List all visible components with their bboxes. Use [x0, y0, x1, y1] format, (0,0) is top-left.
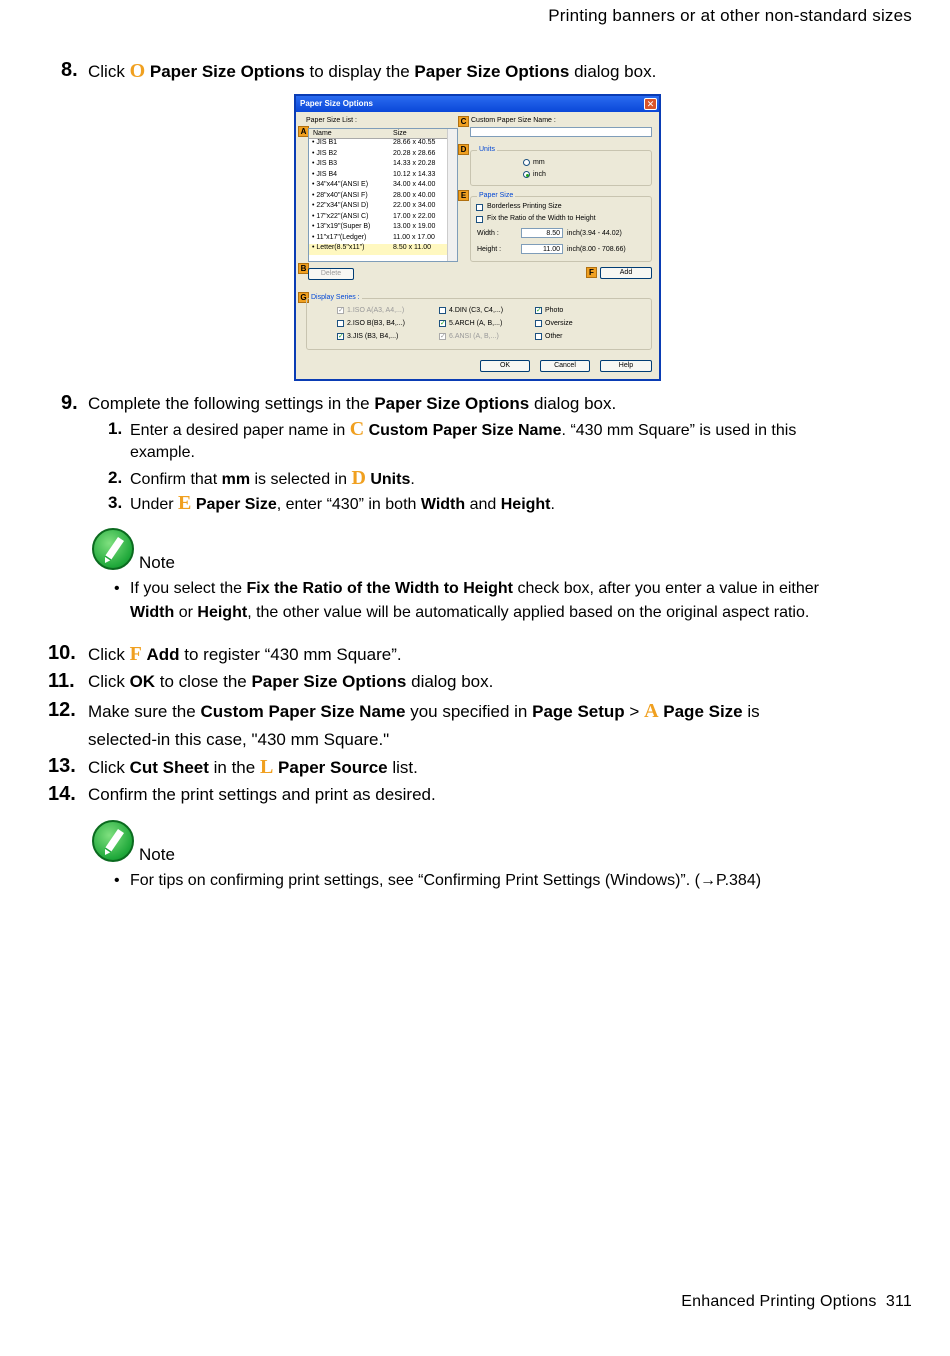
series-photo-checkbox[interactable]: ✓ — [536, 307, 542, 314]
text: is selected in — [250, 471, 352, 488]
paper-dimensions: 11.00 x 17.00 — [393, 233, 435, 241]
bold-term: Paper Size — [195, 496, 277, 513]
list-item[interactable] — [309, 171, 457, 182]
bold-term: Width — [420, 496, 466, 513]
step-9-2 — [108, 467, 415, 491]
page-number: 311 — [885, 1293, 912, 1310]
list-item[interactable] — [309, 192, 457, 203]
footer-section: Enhanced Printing Options — [681, 1293, 877, 1310]
list-item[interactable] — [309, 223, 457, 234]
bold-term: Units — [370, 471, 411, 488]
paper-name: • 13"x19"(Super B) — [312, 223, 371, 230]
text: Enter a desired paper name in — [130, 422, 350, 439]
bold-term: Page Setup — [532, 702, 625, 721]
text: and — [465, 496, 501, 513]
bold-term: Cut Sheet — [129, 758, 209, 777]
badge-e: E — [458, 190, 469, 201]
paper-size-list-label: Paper Size List : — [306, 117, 357, 124]
paper-name: • JIS B4 — [312, 170, 338, 178]
bold-term: Paper Size Options — [374, 394, 530, 413]
paper-dimensions: 10.12 x 14.33 — [393, 170, 436, 178]
series-photo-label: Photo — [545, 307, 564, 314]
marker-d: D — [351, 467, 366, 489]
text: . — [410, 471, 415, 488]
display-series-group — [306, 294, 652, 350]
series-arch-checkbox[interactable]: ✓ — [440, 320, 446, 327]
bold-term: Page Size — [663, 702, 743, 721]
badge-b: B — [298, 263, 309, 274]
units-group — [470, 146, 652, 186]
text: check box, after you enter a value in either — [513, 580, 819, 597]
paper-size-group — [470, 192, 652, 262]
list-item[interactable] — [309, 139, 457, 150]
paper-name: • 11"x17"(Ledger) — [312, 233, 367, 241]
bold-term: Height — [197, 604, 248, 621]
series-ansi-checkbox[interactable]: ✓ — [440, 333, 446, 340]
paper-dimensions: 14.33 x 20.28 — [393, 160, 436, 167]
fix-ratio-checkbox[interactable] — [476, 216, 483, 223]
text: to close the — [155, 672, 252, 691]
series-iso-a-label: 1.ISO A(A3, A4,...) — [347, 307, 405, 314]
custom-name-label: Custom Paper Size Name : — [471, 117, 556, 124]
bold-term: mm — [221, 471, 251, 488]
series-jis-label: 3.JIS (B3, B4,...) — [347, 333, 399, 340]
badge-f: F — [586, 267, 597, 278]
unit-mm-label: mm — [533, 159, 545, 166]
text: or — [174, 604, 198, 621]
text: list. — [387, 758, 418, 777]
unit-mm-radio[interactable] — [523, 159, 530, 166]
text: Click — [88, 672, 130, 691]
paper-name: • JIS B3 — [312, 160, 338, 167]
text: in the — [208, 758, 260, 777]
close-icon[interactable]: ✕ — [644, 98, 657, 110]
paper-dimensions: 20.28 x 28.66 — [393, 149, 436, 157]
help-button[interactable]: Help — [600, 360, 652, 372]
bold-term: Height — [500, 496, 551, 513]
add-button[interactable]: Add — [600, 267, 652, 279]
badge-c: C — [458, 116, 469, 127]
step-9-1 — [108, 418, 797, 464]
display-series-label: Display Series : — [311, 294, 360, 301]
note-label: Note — [139, 553, 175, 572]
unit-inch-label: inch — [533, 171, 546, 178]
step-number: 8. — [61, 59, 78, 81]
substep-number: 2. — [108, 468, 123, 487]
step-number: 11. — [48, 670, 75, 692]
list-scrollbar[interactable] — [447, 129, 457, 261]
fix-ratio-label: Fix the Ratio of the Width to Height — [487, 215, 596, 222]
series-din-label: 4.DIN (C3, C4,...) — [449, 307, 504, 314]
borderless-label: Borderless Printing Size — [487, 203, 562, 210]
width-input[interactable]: 8.50 — [521, 228, 563, 238]
paper-dimensions: 28.66 x 40.55 — [393, 139, 436, 146]
badge-a: A — [298, 126, 309, 137]
paper-name: • 22"x34"(ANSI D) — [312, 202, 369, 209]
paper-name: • 28"x40"(ANSI F) — [312, 191, 368, 199]
step-number: 13. — [48, 755, 76, 777]
badge-g: G — [298, 292, 309, 303]
bold-term: Custom Paper Size Name — [200, 702, 406, 721]
unit-inch-radio[interactable] — [523, 171, 530, 178]
column-size: Size — [393, 130, 407, 137]
paper-dimensions: 8.50 x 11.00 — [393, 244, 432, 251]
note-pencil-icon — [92, 820, 134, 862]
bold-term: OK — [129, 672, 156, 691]
step-number: 14. — [48, 783, 76, 805]
text: dialog box. — [569, 62, 657, 81]
series-other-label: Other — [545, 333, 563, 340]
paper-name: • Letter(8.5"x11") — [312, 244, 365, 251]
list-item[interactable] — [309, 150, 457, 161]
paper-size-rows — [309, 139, 457, 255]
bold-term: Add — [146, 645, 180, 664]
bold-term: Paper Size Options — [149, 62, 305, 81]
bold-term: Fix the Ratio of the Width to Height — [246, 580, 514, 597]
series-jis-checkbox[interactable]: ✓ — [338, 333, 344, 340]
paper-name: • JIS B1 — [312, 139, 338, 146]
paper-size-label: Paper Size — [479, 192, 514, 199]
paper-dimensions: 34.00 x 44.00 — [393, 181, 436, 188]
text: , enter “430” in both — [276, 496, 421, 513]
text: If you select the — [130, 580, 247, 597]
text: you specified in — [405, 702, 533, 721]
height-range: inch(8.00 - 708.66) — [567, 246, 626, 253]
text: to display the — [304, 62, 415, 81]
marker-e: E — [178, 492, 192, 514]
step-number: 9. — [61, 392, 78, 414]
height-label: Height : — [477, 246, 502, 253]
step-number: 12. — [48, 699, 76, 721]
paper-size-list[interactable] — [308, 128, 458, 262]
substep-number: 3. — [108, 493, 123, 512]
paper-dimensions: 28.00 x 40.00 — [393, 191, 436, 199]
series-oversize-checkbox[interactable] — [535, 320, 542, 327]
text: Click — [88, 645, 130, 664]
text: Make sure the — [88, 702, 201, 721]
text: . — [550, 496, 555, 513]
paper-name: • JIS B2 — [312, 149, 338, 157]
text: dialog box. — [529, 394, 617, 413]
cancel-button[interactable]: Cancel — [540, 360, 590, 372]
marker-c: C — [349, 418, 365, 440]
series-iso-b-checkbox[interactable] — [337, 320, 344, 327]
column-name: Name — [313, 130, 332, 137]
borderless-checkbox[interactable] — [476, 204, 483, 211]
marker-f: F — [129, 643, 142, 665]
marker-a: A — [644, 700, 659, 722]
series-din-checkbox[interactable] — [439, 307, 446, 314]
height-input[interactable]: 11.00 — [521, 244, 563, 254]
units-label: Units — [479, 146, 495, 153]
text: Click — [88, 758, 130, 777]
custom-name-input[interactable] — [470, 127, 652, 137]
marker-l: L — [259, 756, 274, 778]
series-iso-b-label: 2.ISO B(B3, B4,...) — [347, 320, 405, 327]
series-oversize-label: Oversize — [545, 320, 573, 327]
list-item[interactable] — [309, 160, 457, 171]
series-ansi-label: 6.ANSI (A, B,...) — [449, 333, 499, 340]
width-range: inch(3.94 - 44.02) — [567, 230, 622, 237]
text: For tips on confirming print settings, see “Confirming Print Settings (Windows)”. (→P.384) — [130, 872, 762, 889]
badge-d: D — [458, 144, 469, 155]
substep-number: 1. — [108, 419, 123, 438]
note-2-text: • For tips on confirming print settings, see “Confirming Print Settings (Windows)”. (→P.384) — [114, 872, 762, 889]
bold-term: Width — [130, 604, 175, 621]
note-label: Note — [139, 845, 175, 864]
paper-dimensions: 13.00 x 19.00 — [393, 223, 436, 230]
step-9-3 — [108, 492, 555, 516]
series-iso-a-checkbox[interactable]: ✓ — [338, 307, 344, 314]
note-pencil-icon — [92, 528, 134, 570]
paper-dimensions: 17.00 x 22.00 — [393, 212, 436, 220]
text: Confirm the print settings and print as desired. — [88, 785, 436, 804]
width-label: Width : — [477, 230, 499, 237]
list-item[interactable] — [309, 202, 457, 213]
dialog-title: Paper Size Options — [296, 96, 659, 112]
paper-name: • 34"x44"(ANSI E) — [312, 181, 369, 188]
text: Complete the following settings in the — [88, 394, 375, 413]
bold-term: Paper Size Options — [414, 62, 570, 81]
series-other-checkbox[interactable] — [535, 333, 542, 340]
list-item[interactable] — [309, 181, 457, 192]
delete-button[interactable]: Delete — [308, 268, 354, 280]
text: to register “430 mm Square”. — [179, 645, 402, 664]
step-number: 10. — [48, 642, 76, 664]
bold-term: Paper Source — [278, 758, 388, 777]
ok-button[interactable]: OK — [480, 360, 530, 372]
note-1-text: • If you select the Fix the Ratio of the Width to Height check box, after you enter a value in either Width or Height, the other value will be automatically applied based on the original aspect ratio. — [114, 580, 819, 621]
list-item[interactable] — [309, 244, 457, 255]
text: selected-in this case, "430 mm Square." — [88, 730, 390, 749]
text: Confirm that — [130, 471, 222, 488]
list-item[interactable] — [309, 213, 457, 224]
paper-dimensions: 22.00 x 34.00 — [393, 202, 436, 209]
list-item[interactable] — [309, 234, 457, 245]
text: , the other value will be automatically applied based on the original aspect ratio. — [247, 604, 810, 621]
text: > — [624, 702, 645, 721]
text: dialog box. — [406, 672, 494, 691]
series-arch-label: 5.ARCH (A, B,...) — [449, 320, 503, 327]
text: Under — [130, 496, 179, 513]
text: . “430 mm Square” is used in this — [561, 422, 797, 439]
bold-term: Paper Size Options — [251, 672, 407, 691]
text: Click — [88, 62, 130, 81]
running-header: Printing banners or at other non-standard sizes — [548, 6, 912, 25]
paper-name: • 17"x22"(ANSI C) — [312, 212, 369, 220]
paper-size-options-dialog — [294, 94, 661, 381]
text: is — [742, 702, 760, 721]
bold-term: Custom Paper Size Name — [368, 422, 562, 439]
page-footer — [681, 1293, 912, 1311]
marker-o: O — [129, 60, 146, 82]
text: example. — [130, 444, 195, 461]
